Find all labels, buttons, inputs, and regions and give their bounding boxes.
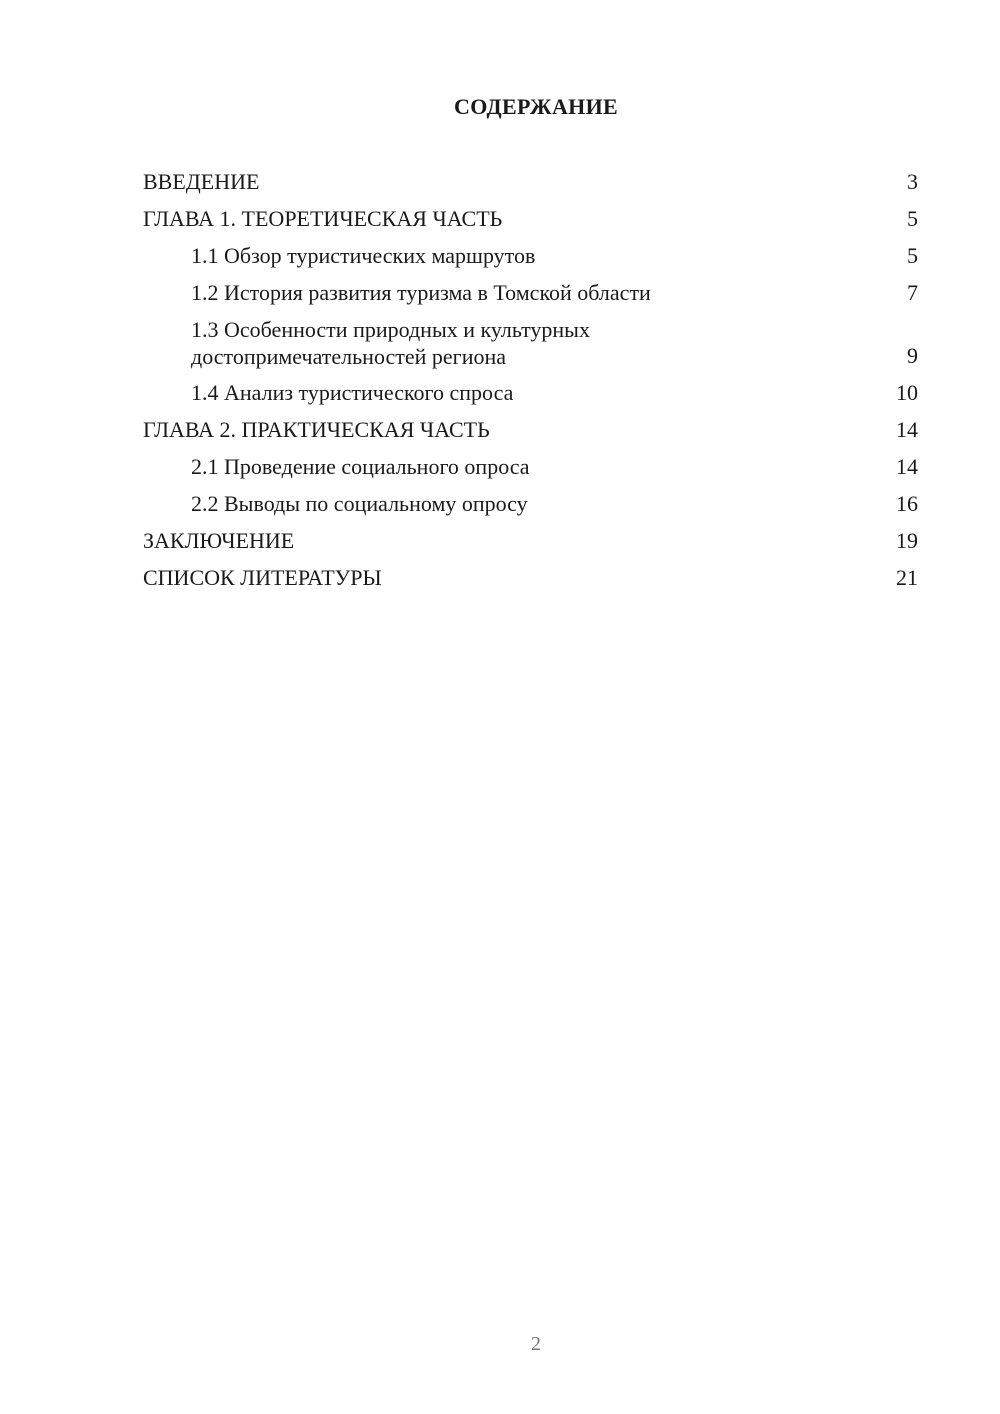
toc-entry-page: 19	[896, 528, 918, 553]
toc-entry-section-1-4[interactable]	[143, 379, 918, 407]
toc-entry-page: 9	[907, 343, 918, 368]
toc-entry-section-1-3[interactable]	[143, 316, 918, 370]
toc-entry-page: 5	[907, 206, 918, 231]
toc-entry-text: 1.3 Особенности природных и культурных достопримечательностей региона	[191, 317, 590, 369]
toc-entry-text: 1.2 История развития туризма в Томской области	[191, 280, 651, 305]
page-number: 2	[531, 1333, 541, 1355]
toc-entry-text: СПИСОК ЛИТЕРАТУРЫ	[143, 565, 382, 590]
toc-entry-page: 14	[896, 454, 918, 479]
toc-entry-chapter-1[interactable]	[143, 205, 918, 233]
toc-entry-text: ЗАКЛЮЧЕНИЕ	[143, 528, 295, 553]
toc-entry-page: 5	[907, 243, 918, 268]
table-of-contents	[143, 168, 918, 601]
toc-entry-text: ГЛАВА 1. ТЕОРЕТИЧЕСКАЯ ЧАСТЬ	[143, 206, 503, 231]
toc-entry-section-1-2[interactable]	[143, 279, 918, 307]
toc-entry-section-1-1[interactable]	[143, 242, 918, 270]
toc-entry-text: 2.1 Проведение социального опроса	[191, 454, 530, 479]
toc-entry-page: 7	[907, 280, 918, 305]
toc-entry-page: 14	[896, 417, 918, 442]
toc-entry-page: 10	[896, 380, 918, 405]
toc-title: СОДЕРЖАНИЕ	[454, 94, 618, 119]
toc-entry-introduction[interactable]	[143, 168, 918, 196]
toc-entry-text: ВВЕДЕНИЕ	[143, 169, 260, 194]
toc-entry-page: 3	[907, 169, 918, 194]
toc-entry-chapter-2[interactable]	[143, 416, 918, 444]
toc-entry-text: 1.4 Анализ туристического спроса	[191, 380, 514, 405]
toc-entry-section-2-2[interactable]	[143, 490, 918, 518]
toc-entry-references[interactable]	[143, 564, 918, 592]
toc-entry-text: 2.2 Выводы по социальному опросу	[191, 491, 528, 516]
toc-entry-page: 16	[896, 491, 918, 516]
toc-entry-conclusion[interactable]	[143, 527, 918, 555]
toc-entry-text: 1.1 Обзор туристических маршрутов	[191, 243, 536, 268]
toc-entry-text: ГЛАВА 2. ПРАКТИЧЕСКАЯ ЧАСТЬ	[143, 417, 490, 442]
toc-entry-page: 21	[896, 565, 918, 590]
toc-entry-section-2-1[interactable]	[143, 453, 918, 481]
